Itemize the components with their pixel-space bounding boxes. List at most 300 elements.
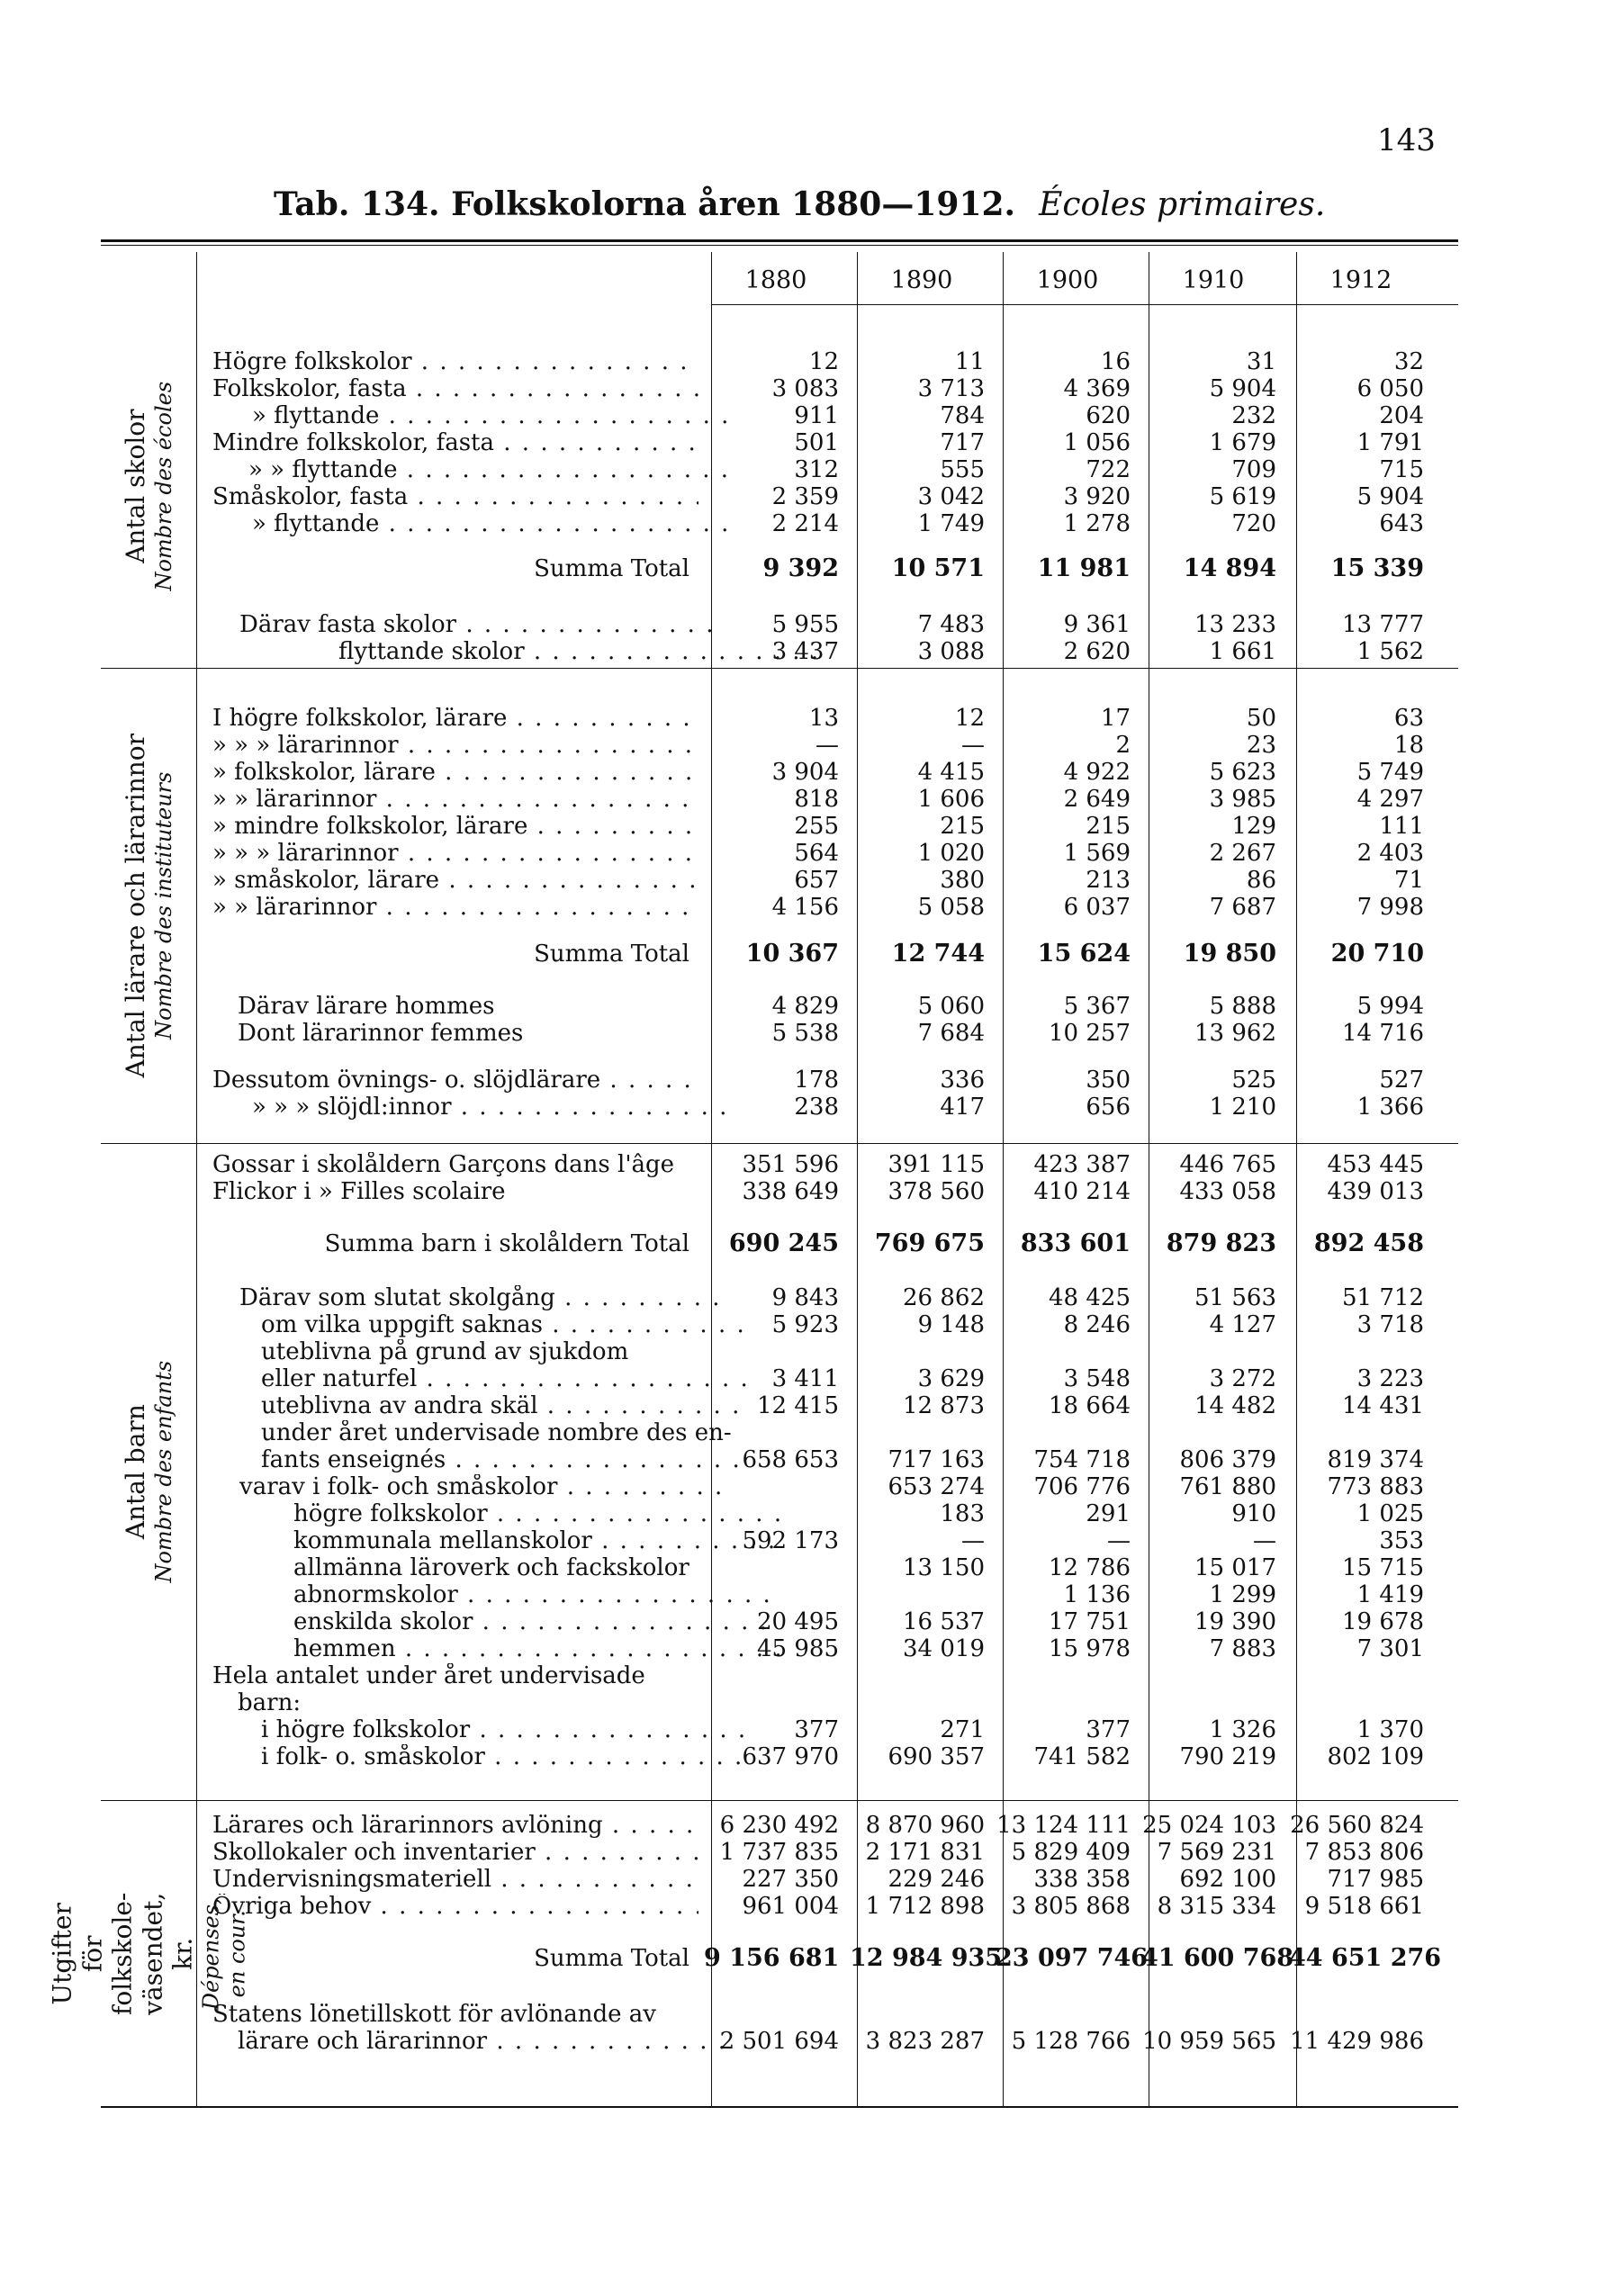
row-label: eller naturfel . . .	[212, 1366, 747, 1391]
table-cell-1910: 2 267	[1209, 840, 1276, 867]
table-cell-1912: 11 429 986	[1290, 2028, 1424, 2055]
table-cell-1880: 9 843	[771, 1284, 839, 1311]
title-main: Tab. 134. Folkskolorna åren 1880—1912.	[274, 185, 1016, 223]
table-cell-1910: 910	[1231, 1500, 1276, 1527]
table-cell-1900: 5 128 766	[1011, 2028, 1131, 2055]
table-cell-1910: 5 888	[1209, 993, 1276, 1020]
table-cell-1890: 2 171 831	[865, 1839, 985, 1866]
table-cell-1890: —	[961, 1527, 985, 1554]
table-cell-1910: 525	[1231, 1067, 1276, 1094]
title-french: Écoles primaires.	[1039, 186, 1326, 223]
row-label: om vilka uppgift saknas . . .	[212, 1312, 747, 1337]
table-cell-1912: 32	[1393, 348, 1424, 375]
table-cell-1900: 8 246	[1063, 1311, 1131, 1338]
row-label: allmänna läroverk och fackskolor	[293, 1555, 689, 1580]
table-cell-1912: 15 339	[1330, 554, 1424, 582]
table-cell-1890: 4 415	[917, 759, 985, 786]
table-cell-1900: 2 649	[1063, 786, 1131, 813]
year-header-1880: 1880	[744, 266, 807, 294]
table-cell-1890: 7 684	[917, 1020, 985, 1047]
table-cell-1912: 7 998	[1356, 894, 1424, 921]
table-cell-1910: 3 985	[1209, 786, 1276, 813]
table-cell-1910: 3 272	[1209, 1365, 1276, 1392]
table-cell-1890: —	[961, 732, 985, 759]
table-cell-1900: 15 624	[1037, 940, 1131, 968]
table-cell-1910: 5 623	[1209, 759, 1276, 786]
table-cell-1912: 715	[1379, 456, 1424, 483]
row-label: » » flyttande . . .	[212, 457, 734, 482]
table-cell-1890: 3 088	[917, 638, 985, 665]
table-cell-1890: 13 150	[903, 1554, 985, 1581]
table-cell-1912: 353	[1379, 1527, 1424, 1554]
table-cell-1880: 9 392	[762, 554, 839, 582]
row-label: » småskolor, lärare . . .	[212, 868, 698, 893]
table-cell-1880: 4 829	[771, 993, 839, 1020]
table-cell-1912: 19 678	[1342, 1608, 1424, 1635]
table-cell-1890: 380	[940, 867, 985, 894]
table-cell-1900: 3 548	[1063, 1365, 1131, 1392]
table-cell-1880: 351 596	[742, 1151, 839, 1178]
section-label-expenses	[47, 1803, 249, 2104]
table-cell-1900: 423 387	[1033, 1151, 1131, 1178]
row-label: Högre folkskolor . . .	[212, 349, 698, 374]
section-label-schools	[101, 306, 196, 666]
top-rule	[101, 239, 1458, 242]
table-cell-1910: 7 883	[1209, 1635, 1276, 1662]
table-cell-1880: 911	[794, 402, 839, 429]
table-cell-1890: 3 629	[917, 1365, 985, 1392]
table-cell-1890: 183	[940, 1500, 985, 1527]
table-cell-1900: 5 367	[1063, 993, 1131, 1020]
row-label: » » » lärarinnor . . .	[212, 733, 698, 758]
table-cell-1912: 111	[1379, 813, 1424, 840]
table-cell-1880: 5 538	[771, 1020, 839, 1047]
table-cell-1880: 338 649	[742, 1178, 839, 1205]
table-cell-1912: 3 223	[1356, 1365, 1424, 1392]
table-cell-1910: 790 219	[1179, 1743, 1276, 1770]
table-cell-1890: 34 019	[903, 1635, 985, 1662]
row-label: » flyttande . . .	[212, 511, 738, 536]
table-cell-1910: 7 569 231	[1157, 1839, 1276, 1866]
table-cell-1890: 378 560	[888, 1178, 985, 1205]
section-divider	[101, 668, 1458, 669]
row-label: Därav lärare hommes	[238, 994, 495, 1019]
table-cell-1900: 6 037	[1063, 894, 1131, 921]
table-cell-1900: 3 805 868	[1011, 1893, 1131, 1920]
table-cell-1910: 50	[1246, 705, 1276, 732]
table-cell-1890: 769 675	[874, 1229, 985, 1257]
table-cell-1910: 41 600 768	[1141, 1944, 1294, 1972]
table-cell-1900: 338 358	[1033, 1866, 1131, 1893]
table-cell-1912: 5 749	[1356, 759, 1424, 786]
table-cell-1900: 656	[1086, 1094, 1131, 1121]
table-cell-1900: —	[1107, 1527, 1131, 1554]
table-cell-1900: 18 664	[1049, 1392, 1131, 1419]
table-cell-1912: 14 716	[1342, 1020, 1424, 1047]
table-cell-1912: 2 403	[1356, 840, 1424, 867]
table-cell-1900: 1 569	[1063, 840, 1131, 867]
table-cell-1910: 4 127	[1209, 1311, 1276, 1338]
table-cell-1880: 818	[794, 786, 839, 813]
section-label-fr: Dépenses, en cour.	[198, 1897, 249, 2010]
table-cell-1900: 215	[1086, 813, 1131, 840]
table-cell-1912: 9 518 661	[1304, 1893, 1424, 1920]
table-cell-1880: 3 904	[771, 759, 839, 786]
row-label: Övriga behov . . .	[212, 1894, 698, 1919]
table-cell-1890: 11	[954, 348, 985, 375]
table-cell-1890: 784	[940, 402, 985, 429]
row-label: » » » lärarinnor . . .	[212, 841, 698, 866]
table-cell-1880: 377	[794, 1716, 839, 1743]
section-label-teachers	[101, 671, 196, 1140]
table-cell-1910: 25 024 103	[1142, 1812, 1276, 1839]
table-cell-1912: 26 560 824	[1290, 1812, 1424, 1839]
table-cell-1910: 1 326	[1209, 1716, 1276, 1743]
table-cell-1910: 14 482	[1194, 1392, 1276, 1419]
table-cell-1910: 51 563	[1194, 1284, 1276, 1311]
row-label: » mindre folkskolor, lärare . . .	[212, 814, 698, 839]
row-label: kommunala mellanskolor . . .	[212, 1528, 779, 1553]
row-label: i folk- o. småskolor . . .	[212, 1744, 747, 1769]
table-cell-1912: 51 712	[1342, 1284, 1424, 1311]
row-label: » folkskolor, lärare . . .	[212, 760, 698, 785]
table-cell-1910: 1 679	[1209, 429, 1276, 456]
table-cell-1900: 4 922	[1063, 759, 1131, 786]
table-cell-1880: 657	[794, 867, 839, 894]
table-cell-1880: 227 350	[742, 1866, 839, 1893]
table-cell-1900: 12 786	[1049, 1554, 1131, 1581]
table-cell-1910: 5 904	[1209, 375, 1276, 402]
table-cell-1890: 1 712 898	[865, 1893, 985, 1920]
table-cell-1900: 2 620	[1063, 638, 1131, 665]
table-cell-1912: 439 013	[1327, 1178, 1424, 1205]
section-label-fr: Nombre des instituteurs	[150, 771, 176, 1040]
table-cell-1900: 722	[1086, 456, 1131, 483]
table-cell-1880: 658 653	[742, 1446, 839, 1473]
table-cell-1890: 12 873	[903, 1392, 985, 1419]
table-cell-1880: 3 437	[771, 638, 839, 665]
row-label: barn:	[238, 1690, 302, 1715]
row-label: » flyttande . . .	[212, 403, 738, 428]
table-cell-1890: 229 246	[888, 1866, 985, 1893]
table-cell-1890: 10 571	[891, 554, 985, 582]
row-label: Därav fasta skolor . . .	[212, 612, 725, 637]
table-cell-1912: 6 050	[1356, 375, 1424, 402]
table-cell-1900: 17 751	[1049, 1608, 1131, 1635]
table-cell-1910: 8 315 334	[1157, 1893, 1276, 1920]
row-label: uteblivna på grund av sjukdom	[261, 1339, 629, 1364]
table-cell-1900: 350	[1086, 1067, 1131, 1094]
row-label: Folkskolor, fasta . . .	[212, 376, 698, 401]
table-cell-1900: 754 718	[1033, 1446, 1131, 1473]
table-cell-1910: 14 894	[1183, 554, 1276, 582]
table-cell-1900: 1 056	[1063, 429, 1131, 456]
table-cell-1912: 892 458	[1313, 1229, 1424, 1257]
section-label-fr: Nombre des écoles	[150, 381, 176, 591]
table-cell-1912: 14 431	[1342, 1392, 1424, 1419]
table-cell-1890: 1 020	[917, 840, 985, 867]
table-cell-1890: 26 862	[903, 1284, 985, 1311]
table-cell-1912: 7 301	[1356, 1635, 1424, 1662]
table-cell-1900: 48 425	[1049, 1284, 1131, 1311]
table-cell-1880: 637 970	[742, 1743, 839, 1770]
table-cell-1912: 1 791	[1356, 429, 1424, 456]
table-cell-1880: 3 083	[771, 375, 839, 402]
table-cell-1880: 312	[794, 456, 839, 483]
table-cell-1912: 18	[1393, 732, 1424, 759]
table-cell-1890: 16 537	[903, 1608, 985, 1635]
table-cell-1912: 527	[1379, 1067, 1424, 1094]
table-cell-1912: 773 883	[1327, 1473, 1424, 1500]
table-cell-1910: 19 390	[1194, 1608, 1276, 1635]
table-cell-1912: 1 562	[1356, 638, 1424, 665]
table-cell-1900: 377	[1086, 1716, 1131, 1743]
row-label: Lärares och lärarinnors avlöning . . .	[212, 1813, 698, 1838]
table-cell-1900: 16	[1100, 348, 1131, 375]
table-cell-1910: 433 058	[1179, 1178, 1276, 1205]
row-label: Summa Total	[534, 941, 689, 968]
row-label: varav i folk- och småskolor . . .	[212, 1474, 725, 1499]
table-cell-1910: 5 619	[1209, 483, 1276, 510]
table-cell-1912: 1 419	[1356, 1581, 1424, 1608]
table-cell-1910: 692 100	[1179, 1866, 1276, 1893]
table-cell-1890: 717 163	[888, 1446, 985, 1473]
table-cell-1910: 446 765	[1179, 1151, 1276, 1178]
row-label: » » » slöjdl:innor . . .	[212, 1094, 738, 1120]
table-cell-1910: 86	[1246, 867, 1276, 894]
row-label: Gossar i skolåldern Garçons dans l'âge	[212, 1152, 674, 1177]
table-cell-1880: 20 495	[757, 1608, 839, 1635]
row-label: » » lärarinnor . . .	[212, 787, 698, 812]
table-cell-1880: 3 411	[771, 1365, 839, 1392]
row-label: Därav som slutat skolgång . . .	[212, 1285, 725, 1310]
table-cell-1910: 129	[1231, 813, 1276, 840]
table-cell-1890: 5 058	[917, 894, 985, 921]
table-cell-1912: 15 715	[1342, 1554, 1424, 1581]
table-cell-1900: 291	[1086, 1500, 1131, 1527]
table-cell-1900: 410 214	[1033, 1178, 1131, 1205]
bottom-rule	[101, 2106, 1458, 2108]
table-cell-1900: 4 369	[1063, 375, 1131, 402]
table-cell-1890: 1 606	[917, 786, 985, 813]
table-cell-1900: 11 981	[1037, 554, 1131, 582]
table-cell-1912: 63	[1393, 705, 1424, 732]
row-label: fants enseignés . . .	[212, 1447, 747, 1472]
table-cell-1912: 819 374	[1327, 1446, 1424, 1473]
table-cell-1910: 232	[1231, 402, 1276, 429]
table-cell-1900: 833 601	[1020, 1229, 1131, 1257]
row-label: hemmen . . .	[212, 1636, 779, 1661]
table-cell-1900: 5 829 409	[1011, 1839, 1131, 1866]
table-cell-1880: 2 359	[771, 483, 839, 510]
table-cell-1900: 23 097 746	[996, 1944, 1149, 1972]
row-label: I högre folkskolor, lärare . . .	[212, 706, 698, 731]
row-label: Summa Total	[534, 555, 689, 582]
header-rule	[711, 304, 1458, 305]
section-divider	[101, 1143, 1458, 1144]
table-cell-1900: 17	[1100, 705, 1131, 732]
table-cell-1910: 709	[1231, 456, 1276, 483]
table-cell-1910: 761 880	[1179, 1473, 1276, 1500]
table-cell-1890: 3 823 287	[865, 2028, 985, 2055]
table-cell-1912: 44 651 276	[1289, 1944, 1442, 1972]
table-cell-1890: 12 984 935	[850, 1944, 1003, 1972]
table-cell-1912: 71	[1393, 867, 1424, 894]
table-cell-1910: 19 850	[1183, 940, 1276, 968]
row-label: Summa Total	[534, 1945, 689, 1972]
section-label-sv: Antal lärare och lärarinnor	[120, 733, 150, 1078]
section-label-sv: Antal skolor	[120, 409, 150, 563]
table-cell-1912: 1 370	[1356, 1716, 1424, 1743]
table-cell-1880: 4 156	[771, 894, 839, 921]
table-cell-1912: 5 994	[1356, 993, 1424, 1020]
table-cell-1880: —	[816, 732, 839, 759]
year-header-1912: 1912	[1329, 266, 1392, 294]
section-divider	[101, 1800, 1458, 1801]
section-label-sv: Antal barn	[120, 1403, 150, 1540]
row-label: Dont lärarinnor femmes	[238, 1021, 524, 1046]
table-cell-1890: 336	[940, 1067, 985, 1094]
table-cell-1900: 741 582	[1033, 1743, 1131, 1770]
table-cell-1890: 3 713	[917, 375, 985, 402]
row-label: flyttande skolor . . .	[212, 639, 825, 664]
table-cell-1880: 178	[794, 1067, 839, 1094]
table-cell-1880: 45 985	[757, 1635, 839, 1662]
row-label: Flickor i » Filles scolaire	[212, 1179, 506, 1204]
table-cell-1912: 3 718	[1356, 1311, 1424, 1338]
table-cell-1910: 13 962	[1194, 1020, 1276, 1047]
table-cell-1880: 255	[794, 813, 839, 840]
table-cell-1910: 15 017	[1194, 1554, 1276, 1581]
table-cell-1912: 717 985	[1327, 1866, 1424, 1893]
table-cell-1910: 7 687	[1209, 894, 1276, 921]
table-cell-1890: 717	[940, 429, 985, 456]
table-cell-1912: 453 445	[1327, 1151, 1424, 1178]
table-cell-1900: 9 361	[1063, 611, 1131, 638]
table-cell-1890: 555	[940, 456, 985, 483]
table-cell-1880: 238	[794, 1094, 839, 1121]
table-cell-1900: 13 124 111	[996, 1812, 1131, 1839]
year-header-1900: 1900	[1036, 266, 1099, 294]
table-cell-1900: 15 978	[1049, 1635, 1131, 1662]
table-cell-1890: 653 274	[888, 1473, 985, 1500]
table-cell-1910: 720	[1231, 510, 1276, 537]
row-label: i högre folkskolor . . .	[212, 1717, 747, 1742]
table-cell-1880: 961 004	[742, 1893, 839, 1920]
table-cell-1912: 7 853 806	[1304, 1839, 1424, 1866]
table-cell-1912: 20 710	[1330, 940, 1424, 968]
table-cell-1910: —	[1253, 1527, 1276, 1554]
table-cell-1890: 9 148	[917, 1311, 985, 1338]
table-cell-1890: 1 749	[917, 510, 985, 537]
table-cell-1880: 2 501 694	[719, 2028, 839, 2055]
table-cell-1900: 10 257	[1049, 1020, 1131, 1047]
row-label: Skollokaler och inventarier . . .	[212, 1840, 698, 1865]
table-cell-1900: 2	[1115, 732, 1131, 759]
table-cell-1912: 204	[1379, 402, 1424, 429]
table-cell-1890: 8 870 960	[865, 1812, 985, 1839]
column-divider	[196, 252, 197, 2106]
table-cell-1912: 643	[1379, 510, 1424, 537]
row-label: Summa barn i skolåldern Total	[324, 1230, 689, 1257]
row-label: lärare och lärarinnor . . .	[212, 2029, 724, 2054]
table-cell-1912: 1 366	[1356, 1094, 1424, 1121]
table-cell-1890: 3 042	[917, 483, 985, 510]
table-cell-1910: 806 379	[1179, 1446, 1276, 1473]
table-cell-1880: 10 367	[745, 940, 839, 968]
row-label: uteblivna av andra skäl . . .	[212, 1393, 747, 1418]
table-cell-1880: 9 156 681	[704, 1944, 840, 1972]
table-cell-1890: 5 060	[917, 993, 985, 1020]
row-label: Mindre folkskolor, fasta . . .	[212, 430, 698, 455]
table-cell-1880: 1 737 835	[719, 1839, 839, 1866]
top-rule-thin	[101, 245, 1458, 246]
row-label: Statens lönetillskott för avlönande av	[212, 2002, 656, 2027]
table-cell-1910: 23	[1246, 732, 1276, 759]
row-label: under året undervisade nombre des en-	[261, 1420, 732, 1445]
row-label: abnormskolor . . .	[212, 1582, 779, 1607]
table-cell-1910: 10 959 565	[1142, 2028, 1276, 2055]
table-cell-1890: 215	[940, 813, 985, 840]
section-label-fr: Nombre des enfants	[150, 1360, 176, 1583]
table-cell-1890: 7 483	[917, 611, 985, 638]
year-header-1910: 1910	[1182, 266, 1245, 294]
page-number: 143	[1377, 122, 1436, 158]
row-label: högre folkskolor . . .	[212, 1501, 779, 1526]
table-cell-1900: 213	[1086, 867, 1131, 894]
table-cell-1890: 12	[954, 705, 985, 732]
table-cell-1890: 391 115	[888, 1151, 985, 1178]
table-cell-1900: 1 278	[1063, 510, 1131, 537]
table-cell-1880: 501	[794, 429, 839, 456]
table-cell-1912: 13 777	[1342, 611, 1424, 638]
row-label: » » lärarinnor . . .	[212, 895, 698, 920]
table-cell-1880: 564	[794, 840, 839, 867]
table-cell-1900: 706 776	[1033, 1473, 1131, 1500]
table-cell-1900: 620	[1086, 402, 1131, 429]
table-cell-1880: 12	[808, 348, 839, 375]
page-title	[274, 185, 1325, 223]
table-cell-1912: 5 904	[1356, 483, 1424, 510]
table-cell-1890: 12 744	[891, 940, 985, 968]
section-label-children	[101, 1146, 196, 1797]
table-cell-1910: 879 823	[1166, 1229, 1276, 1257]
table-cell-1890: 417	[940, 1094, 985, 1121]
table-cell-1910: 1 210	[1209, 1094, 1276, 1121]
table-cell-1912: 802 109	[1327, 1743, 1424, 1770]
table-cell-1900: 3 920	[1063, 483, 1131, 510]
table-cell-1910: 1 299	[1209, 1581, 1276, 1608]
table-cell-1880: 13	[808, 705, 839, 732]
table-cell-1910: 31	[1246, 348, 1276, 375]
table-cell-1880: 12 415	[757, 1392, 839, 1419]
row-label: Dessutom övnings- o. slöjdlärare . . .	[212, 1067, 698, 1093]
table-cell-1900: 1 136	[1063, 1581, 1131, 1608]
table-cell-1890: 690 357	[888, 1743, 985, 1770]
table-cell-1910: 13 233	[1194, 611, 1276, 638]
row-label: Hela antalet under året undervisade	[212, 1663, 645, 1688]
row-label: Undervisningsmateriell . . .	[212, 1867, 698, 1892]
table-cell-1880: 2 214	[771, 510, 839, 537]
table-cell-1890: 271	[940, 1716, 985, 1743]
table-cell-1880: 690 245	[728, 1229, 839, 1257]
table-cell-1910: 1 661	[1209, 638, 1276, 665]
table-cell-1912: 1 025	[1356, 1500, 1424, 1527]
table-cell-1880: 6 230 492	[719, 1812, 839, 1839]
table-cell-1880: 5 955	[771, 611, 839, 638]
row-label: enskilda skolor . . .	[212, 1609, 779, 1634]
section-label-sv: Utgifter för folkskole-väsendet, kr.	[47, 1892, 198, 2015]
